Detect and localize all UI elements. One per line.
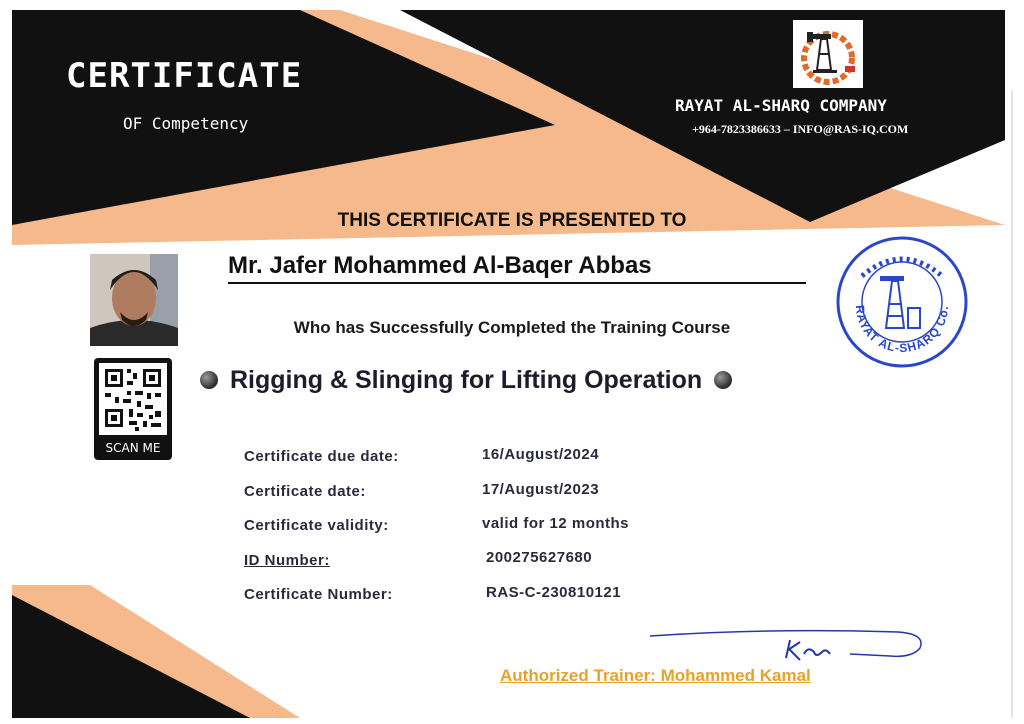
scan-me-label: SCAN ME	[105, 441, 161, 455]
course-title-row	[200, 362, 880, 398]
presented-to-heading: THIS CERTIFICATE IS PRESENTED TO	[337, 210, 687, 231]
qr-code-icon	[99, 363, 167, 435]
company-stamp-icon	[832, 232, 972, 372]
qr-code-block[interactable]	[94, 358, 172, 460]
company-logo-icon	[793, 20, 863, 88]
detail-label-id-number: ID Number:	[244, 552, 330, 569]
course-title: Rigging & Slinging for Lifting Operation	[230, 365, 703, 394]
detail-value-id-number: 200275627680	[486, 549, 593, 566]
detail-label-due-date: Certificate due date:	[244, 448, 399, 465]
detail-value-cert-number: RAS-C-230810121	[486, 584, 622, 601]
detail-value-due-date: 16/August/2024	[482, 446, 600, 463]
completion-statement: Who has Successfully Completed the Training Course	[293, 318, 731, 337]
stamp-text: RAYAT AL-SHARQ Co.	[852, 304, 952, 356]
certificate-title: CERTIFICATE	[66, 56, 303, 96]
detail-value-validity: valid for 12 months	[482, 515, 630, 532]
detail-label-cert-number: Certificate Number:	[244, 586, 393, 603]
detail-label-cert-date: Certificate date:	[244, 483, 366, 500]
authorized-trainer: Authorized Trainer: Mohammed Kamal	[500, 666, 811, 685]
recipient-name: Mr. Jafer Mohammed Al-Baqer Abbas	[228, 252, 806, 284]
detail-label-validity: Certificate validity:	[244, 517, 389, 534]
bullet-icon	[714, 371, 732, 389]
signature-mark	[650, 618, 930, 668]
company-name: RAYAT AL-SHARQ COMPANY	[675, 96, 887, 115]
detail-value-cert-date: 17/August/2023	[482, 481, 600, 498]
certificate-subtitle: OF Competency	[123, 114, 249, 133]
company-contact: +964-7823386633 – INFO@RAS-IQ.COM	[692, 122, 909, 136]
bullet-icon	[200, 371, 218, 389]
